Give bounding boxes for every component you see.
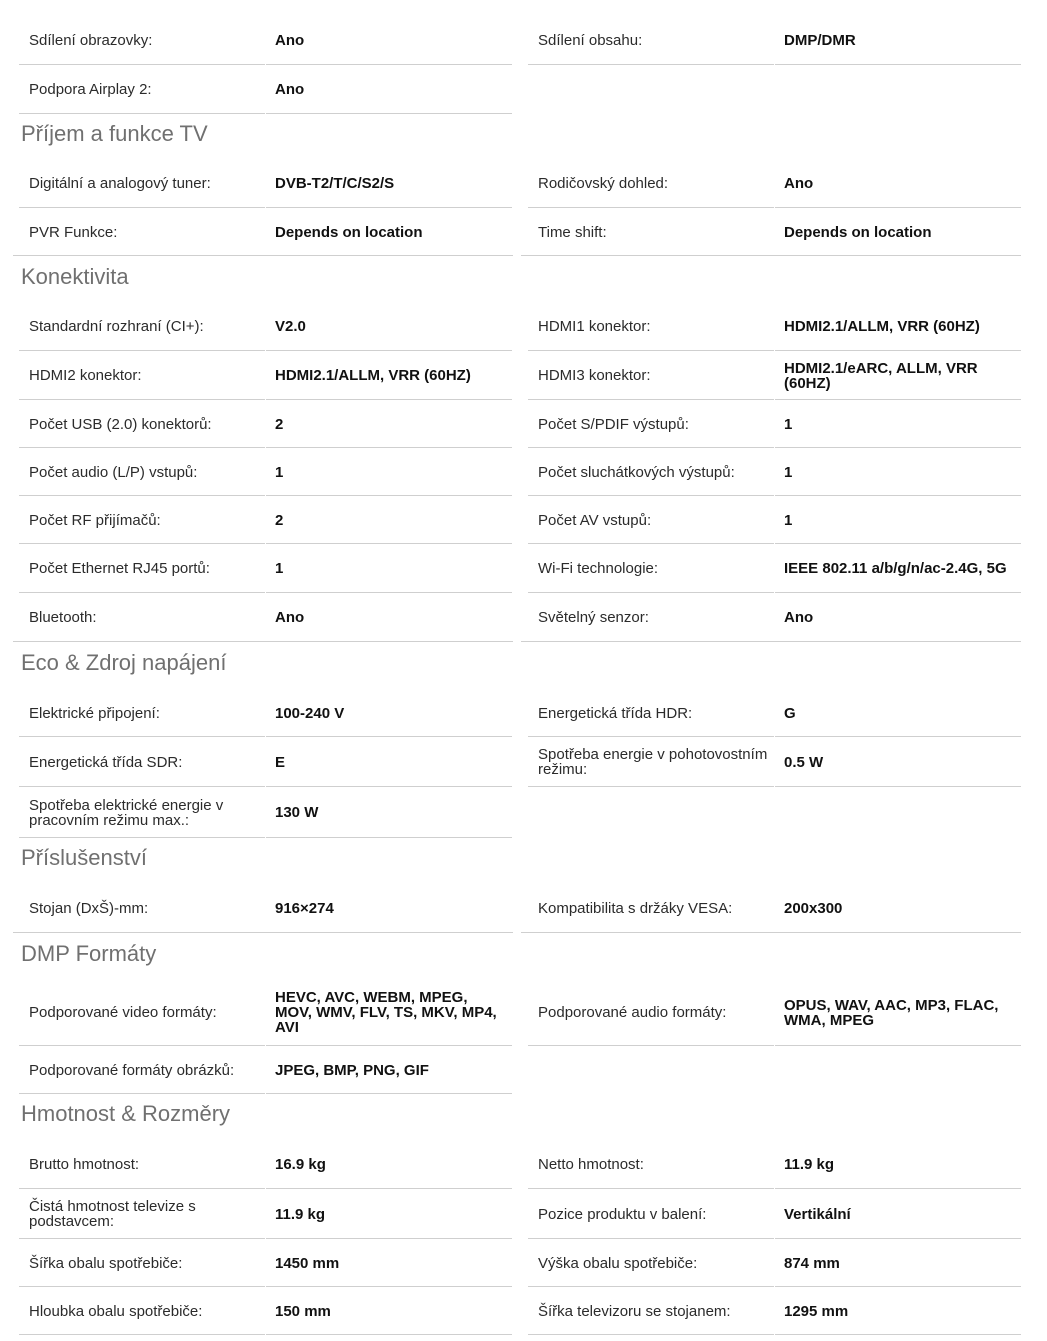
spec-value-text: Depends on location: [275, 223, 423, 241]
spec-value-text: Ano: [275, 32, 305, 49]
spec-label: [19, 350, 265, 399]
section-heading: Hmotnost & Rozměry: [21, 1101, 231, 1126]
spec-label-text: Kompatibilita s držáky VESA:: [538, 900, 733, 917]
row-divider: [19, 113, 265, 114]
spec-value-text: 1: [275, 463, 284, 481]
spec-label-text: Digitální a analogový tuner:: [29, 175, 211, 192]
spec-label-text: Světelný senzor:: [538, 609, 649, 626]
spec-label-text: Wi-Fi technologie:: [538, 560, 659, 577]
spec-value: [775, 1188, 1021, 1238]
spec-value-text: HEVC, AVC, WEBM, MPEG, MOV, WMV, FLV, TS, MKV, MP4, AVI: [275, 989, 497, 1036]
spec-value-text: Ano: [784, 175, 814, 192]
spec-label-text: Brutto hmotnost:: [29, 1155, 140, 1173]
spec-value-text: 2: [275, 511, 284, 529]
spec-value: [775, 301, 1021, 350]
spec-label: [19, 15, 265, 64]
section-divider: [521, 641, 1021, 642]
spec-label-text: Počet audio (L/P) vstupů:: [29, 463, 198, 481]
row-divider: [266, 1093, 512, 1094]
spec-label-text: Počet RF přijímačů:: [29, 511, 161, 529]
spec-value: [266, 350, 512, 399]
spec-label-text: Standardní rozhraní (CI+):: [29, 318, 204, 335]
spec-label: [19, 786, 265, 837]
spec-label-text: Podporované formáty obrázků:: [29, 1061, 235, 1079]
spec-label: [19, 883, 265, 932]
spec-value-text: 1450 mm: [275, 1254, 340, 1272]
spec-label-text: Počet Ethernet RJ45 portů:: [29, 560, 210, 577]
row-divider: [775, 786, 1021, 787]
spec-label-text: Bluetooth:: [29, 609, 97, 626]
spec-label: [528, 736, 774, 786]
section-divider: [521, 932, 1021, 933]
spec-value: [266, 495, 512, 543]
spec-value-text: 130 W: [275, 804, 319, 821]
spec-label-text: HDMI1 konektor:: [538, 318, 651, 335]
row-divider: [528, 1334, 774, 1335]
spec-value: [266, 64, 512, 113]
spec-label-text: PVR Funkce:: [29, 223, 118, 241]
row-divider: [775, 64, 1021, 65]
spec-label-text: Hloubka obalu spotřebiče:: [29, 1302, 203, 1320]
spec-value-text: Ano: [784, 609, 814, 626]
spec-label: [528, 15, 774, 64]
spec-value: [266, 1188, 512, 1238]
spec-label-text: Time shift:: [538, 223, 607, 241]
spec-label-text: Sdílení obrazovky:: [29, 32, 153, 49]
spec-label-text: Šířka televizoru se stojanem:: [538, 1302, 731, 1320]
spec-label-text: Čistá hmotnost televize s podstavcem:: [29, 1198, 196, 1230]
spec-value: [775, 688, 1021, 736]
spec-label: [19, 158, 265, 207]
spec-label: [528, 592, 774, 641]
spec-value-text: 200x300: [784, 900, 843, 917]
spec-value-text: HDMI2.1/ALLM, VRR (60HZ): [784, 318, 980, 335]
spec-value: [775, 350, 1021, 399]
row-divider: [266, 837, 512, 838]
spec-value-text: DMP/DMR: [784, 32, 856, 49]
spec-label: [19, 64, 265, 113]
spec-label: [528, 1238, 774, 1286]
spec-value: [775, 1238, 1021, 1286]
spec-value-text: Depends on location: [784, 223, 932, 241]
spec-label: [528, 1138, 774, 1188]
row-divider: [19, 1093, 265, 1094]
row-divider: [775, 1045, 1021, 1046]
spec-value-text: 11.9 kg: [275, 1205, 326, 1223]
spec-label: [19, 207, 265, 255]
spec-value-text: OPUS, WAV, AAC, MP3, FLAC, WMA, MPEG: [784, 996, 999, 1029]
spec-label: [528, 1188, 774, 1238]
spec-label: [19, 447, 265, 495]
spec-value-text: IEEE 802.11 a/b/g/n/ac-2.4G, 5G: [784, 560, 1007, 577]
spec-label-text: Rodičovský dohled:: [538, 175, 669, 192]
spec-label: [528, 158, 774, 207]
spec-value-text: 16.9 kg: [275, 1155, 326, 1173]
spec-value: [266, 447, 512, 495]
spec-value: [775, 495, 1021, 543]
spec-value: [775, 1138, 1021, 1188]
spec-value-text: 2: [275, 415, 284, 433]
spec-value: [775, 1286, 1021, 1334]
spec-value: [266, 158, 512, 207]
spec-label: [19, 301, 265, 350]
spec-value: [266, 543, 512, 592]
spec-label: [528, 447, 774, 495]
row-divider: [528, 1045, 774, 1046]
spec-label: [19, 978, 265, 1045]
row-divider: [19, 837, 265, 838]
spec-label: [528, 399, 774, 447]
row-divider: [528, 64, 774, 65]
spec-value-text: 1295 mm: [784, 1302, 849, 1320]
spec-value-text: 916×274: [275, 900, 334, 917]
spec-value-text: 1: [784, 463, 793, 481]
row-divider: [266, 1334, 512, 1335]
spec-value: [266, 592, 512, 641]
spec-label: [528, 978, 774, 1045]
spec-label: [19, 592, 265, 641]
spec-value-text: 0.5 W: [784, 753, 824, 771]
section-heading: DMP Formáty: [21, 941, 157, 966]
spec-value-text: 874 mm: [784, 1254, 840, 1272]
spec-value: [775, 592, 1021, 641]
spec-value: [775, 883, 1021, 932]
spec-value: [266, 688, 512, 736]
spec-label-text: Netto hmotnost:: [538, 1155, 644, 1173]
spec-value: [266, 207, 512, 255]
section-heading: Konektivita: [21, 264, 129, 289]
spec-label-text: HDMI2 konektor:: [29, 367, 142, 384]
spec-value: [266, 1286, 512, 1334]
spec-label-text: Pozice produktu v balení:: [538, 1205, 707, 1223]
spec-value-text: E: [275, 753, 286, 771]
spec-value-text: 150 mm: [275, 1302, 331, 1320]
spec-label-text: Elektrické připojení:: [29, 704, 160, 722]
spec-value-text: 11.9 kg: [784, 1155, 835, 1173]
spec-label: [19, 399, 265, 447]
spec-value: [775, 158, 1021, 207]
spec-value-text: Ano: [275, 609, 305, 626]
spec-value: [266, 978, 512, 1045]
spec-label-text: Šířka obalu spotřebiče:: [29, 1254, 183, 1272]
spec-label-text: Počet USB (2.0) konektorů:: [29, 415, 212, 433]
spec-value-text: DVB-T2/T/C/S2/S: [275, 175, 395, 192]
section-heading: Příslušenství: [21, 845, 147, 870]
spec-value: [266, 1238, 512, 1286]
spec-label: [528, 688, 774, 736]
spec-label-text: Spotřeba energie v pohotovostním režimu:: [538, 746, 768, 778]
spec-label-text: Podporované video formáty:: [29, 1004, 217, 1021]
spec-value-text: HDMI2.1/eARC, ALLM, VRR (60HZ): [784, 359, 978, 392]
spec-value-text: G: [784, 704, 796, 722]
spec-label: [528, 301, 774, 350]
spec-label: [19, 543, 265, 592]
spec-label: [528, 883, 774, 932]
spec-value-text: HDMI2.1/ALLM, VRR (60HZ): [275, 367, 471, 384]
spec-value: [266, 786, 512, 837]
spec-value-text: V2.0: [275, 318, 306, 335]
spec-value: [775, 978, 1021, 1045]
section-divider: [13, 932, 513, 933]
spec-label-text: Počet AV vstupů:: [538, 511, 652, 529]
spec-value: [775, 736, 1021, 786]
spec-label: [528, 350, 774, 399]
section-divider: [13, 641, 513, 642]
spec-label-text: Podporované audio formáty:: [538, 1004, 727, 1021]
spec-label-text: Stojan (DxŠ)-mm:: [29, 900, 149, 917]
spec-value-text: Vertikální: [784, 1205, 851, 1223]
spec-label: [528, 207, 774, 255]
section-divider: [521, 255, 1021, 256]
spec-label-text: Počet S/PDIF výstupů:: [538, 415, 689, 433]
section-heading: Příjem a funkce TV: [21, 121, 208, 146]
spec-value: [266, 1045, 512, 1093]
spec-label: [528, 1286, 774, 1334]
spec-label-text: HDMI3 konektor:: [538, 367, 651, 384]
spec-value: [775, 399, 1021, 447]
row-divider: [266, 113, 512, 114]
spec-value: [775, 447, 1021, 495]
spec-value: [266, 301, 512, 350]
spec-label-text: Spotřeba elektrické energie v pracovním režimu max.:: [29, 796, 224, 829]
spec-label: [19, 1238, 265, 1286]
spec-label: [19, 736, 265, 786]
spec-label-text: Podpora Airplay 2:: [29, 81, 152, 98]
spec-value-text: JPEG, BMP, PNG, GIF: [275, 1061, 429, 1079]
section-heading: Eco & Zdroj napájení: [21, 650, 227, 675]
spec-value: [266, 736, 512, 786]
spec-label: [19, 495, 265, 543]
spec-label: [528, 495, 774, 543]
spec-label: [19, 1138, 265, 1188]
spec-value: [775, 15, 1021, 64]
spec-value-text: Ano: [275, 81, 305, 98]
row-divider: [19, 1334, 265, 1335]
spec-value: [266, 399, 512, 447]
spec-value: [775, 543, 1021, 592]
spec-value-text: 1: [275, 560, 284, 577]
row-divider: [775, 1334, 1021, 1335]
spec-value-text: 100-240 V: [275, 704, 345, 722]
spec-label-text: Energetická třída SDR:: [29, 753, 183, 771]
spec-value-text: 1: [784, 415, 793, 433]
spec-label-text: Výška obalu spotřebiče:: [538, 1254, 698, 1272]
spec-value-text: 1: [784, 511, 793, 529]
spec-label: [528, 543, 774, 592]
spec-label-text: Sdílení obsahu:: [538, 32, 643, 49]
section-divider: [13, 255, 513, 256]
spec-label: [19, 688, 265, 736]
spec-value: [266, 15, 512, 64]
spec-value: [266, 1138, 512, 1188]
spec-label: [19, 1188, 265, 1238]
spec-label-text: Počet sluchátkových výstupů:: [538, 463, 735, 481]
spec-label: [19, 1045, 265, 1093]
spec-label-text: Energetická třída HDR:: [538, 704, 693, 722]
row-divider: [528, 786, 774, 787]
spec-label: [19, 1286, 265, 1334]
spec-value: [775, 207, 1021, 255]
spec-value: [266, 883, 512, 932]
